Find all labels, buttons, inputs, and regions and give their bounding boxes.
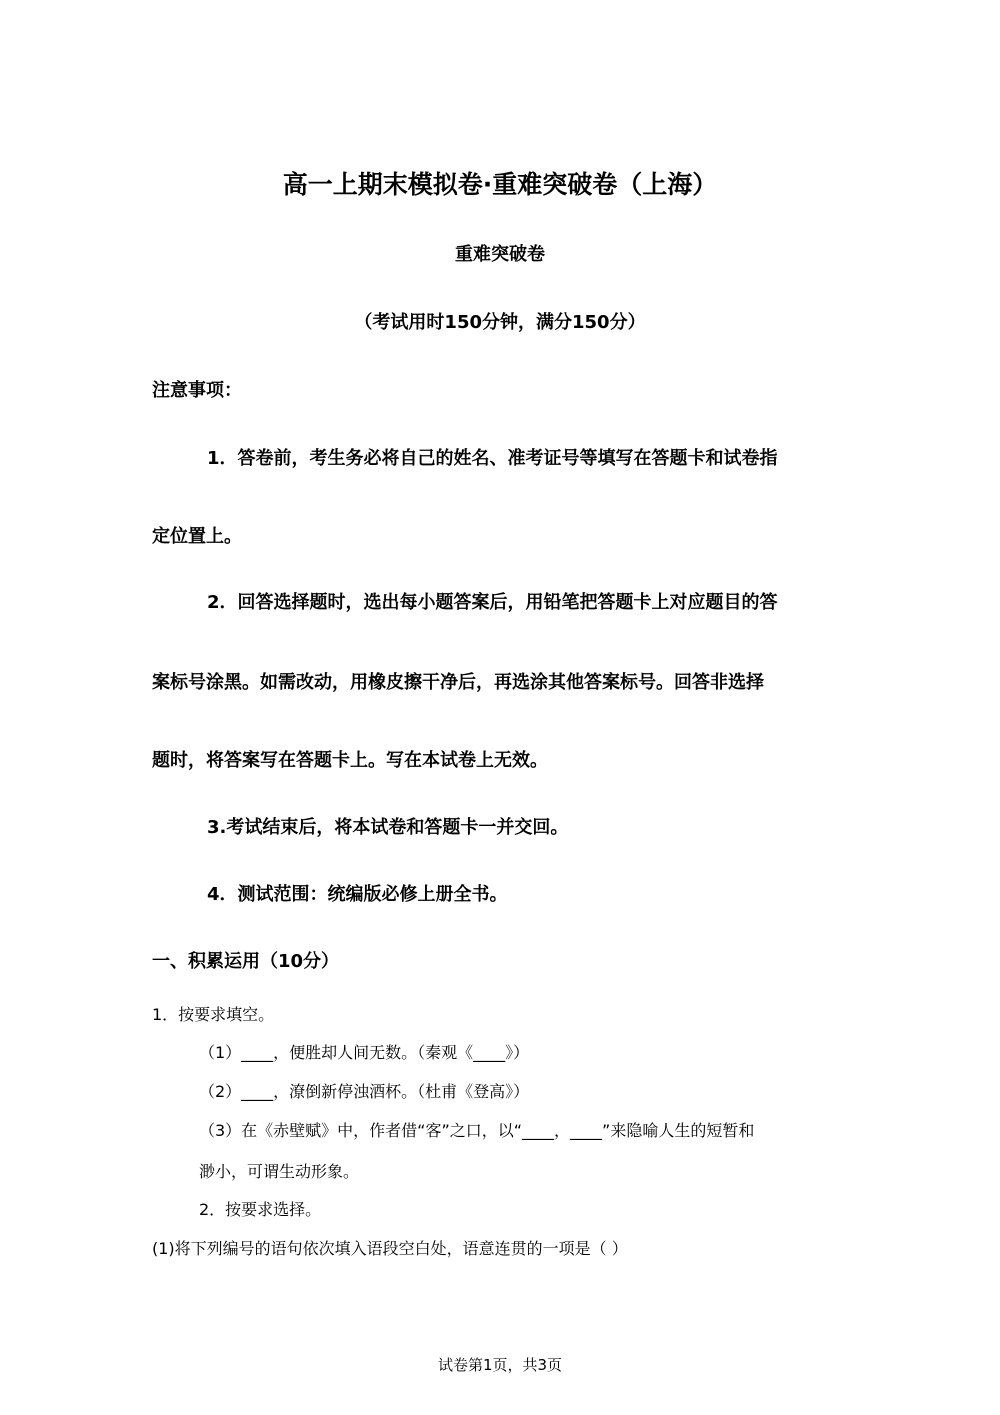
page-title: 高一上期末模拟卷·重难突破卷（上海） xyxy=(282,170,718,199)
notice-item-1-line-1: 1．答卷前，考生务必将自己的姓名、准考证号等填写在答题卡和试卷指 xyxy=(207,448,778,469)
page-subtitle: 重难突破卷 xyxy=(455,244,545,265)
question-2-stem: 2．按要求选择。 xyxy=(199,1200,322,1219)
exam-info: （考试用时150分钟，满分150分） xyxy=(354,312,646,333)
question-1-part-3-line-2: 渺小，可谓生动形象。 xyxy=(199,1162,360,1181)
question-1-part-2: （2）____，潦倒新停浊酒杯。（杜甫《登高》） xyxy=(199,1082,530,1101)
question-1-stem: 1．按要求填空。 xyxy=(152,1005,275,1024)
question-2-part-1: (1)将下列编号的语句依次填入语段空白处，语意连贯的一项是（ ） xyxy=(152,1239,628,1258)
notice-item-2-line-2: 案标号涂黑。如需改动，用橡皮擦干净后，再选涂其他答案标号。回答非选择 xyxy=(152,672,764,693)
notice-item-3: 3.考试结束后，将本试卷和答题卡一并交回。 xyxy=(207,817,569,838)
page-footer: 试卷第1页，共3页 xyxy=(437,1356,563,1374)
notice-item-1-line-2: 定位置上。 xyxy=(152,526,242,547)
section-heading: 一、积累运用（10分） xyxy=(152,951,340,972)
notice-item-4: 4．测试范围：统编版必修上册全书。 xyxy=(207,884,508,905)
notice-item-2-line-3: 题时，将答案写在答题卡上。写在本试卷上无效。 xyxy=(152,750,548,771)
notice-heading: 注意事项： xyxy=(152,380,242,401)
question-1-part-3-line-1: （3）在《赤壁赋》中，作者借“客”之口，以“____，____”来隐喻人生的短暂和 xyxy=(199,1121,755,1140)
question-1-part-1: （1）____，便胜却人间无数。（秦观《____》） xyxy=(199,1043,530,1062)
notice-item-2-line-1: 2．回答选择题时，选出每小题答案后，用铅笔把答题卡上对应题目的答 xyxy=(207,592,778,613)
